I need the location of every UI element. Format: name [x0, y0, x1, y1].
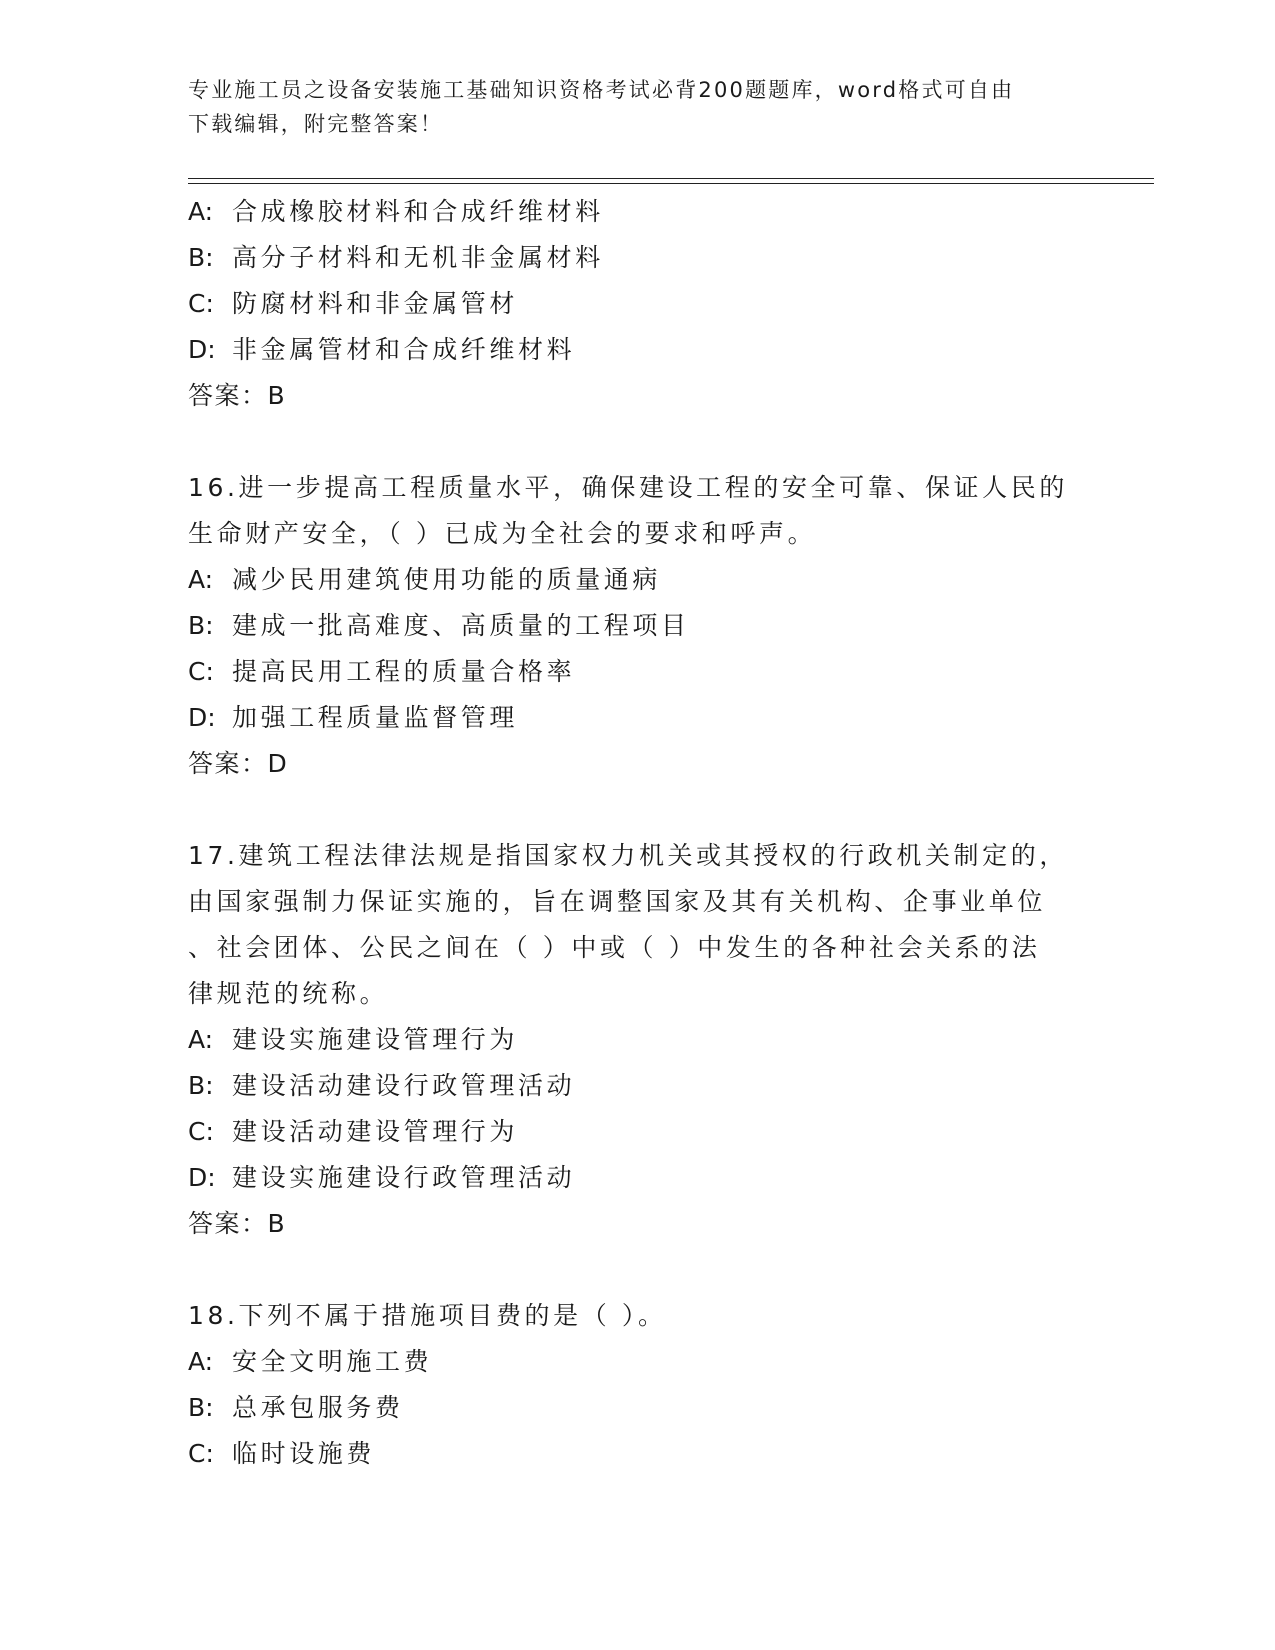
option-c	[188, 1109, 1088, 1155]
option-a	[188, 189, 1088, 235]
question-stem-line: 18.下列不属于措施项目费的是（ ）。	[188, 1301, 667, 1330]
header-title-line-1: 专业施工员之设备安装施工基础知识资格考试必背200题题库，word格式可自由	[188, 78, 1015, 102]
option-text: 总承包服务费	[232, 1393, 404, 1422]
header-title-line-2: 下载编辑，附完整答案！	[188, 112, 444, 136]
option-key: C:	[188, 289, 214, 318]
question-list	[188, 189, 1088, 1477]
option-key: A:	[188, 197, 214, 226]
option-key: D:	[188, 1163, 216, 1192]
spacer	[188, 1247, 1088, 1293]
spacer	[188, 419, 1088, 465]
option-text: 非金属管材和合成纤维材料	[232, 335, 576, 364]
question-stem-line: 、社会团体、公民之间在（ ）中或（ ）中发生的各种社会关系的法	[188, 933, 1041, 962]
option-a	[188, 1017, 1088, 1063]
question-16	[188, 465, 1088, 787]
option-a	[188, 1339, 1088, 1385]
option-key: B:	[188, 1071, 214, 1100]
option-text: 安全文明施工费	[232, 1347, 433, 1376]
option-c	[188, 281, 1088, 327]
option-key: B:	[188, 243, 214, 272]
option-b	[188, 603, 1088, 649]
option-b	[188, 1385, 1088, 1431]
option-key: B:	[188, 611, 214, 640]
option-text: 建设实施建设管理行为	[232, 1025, 519, 1054]
option-key: C:	[188, 1439, 214, 1468]
option-text: 建设活动建设行政管理活动	[232, 1071, 576, 1100]
option-key: A:	[188, 1347, 214, 1376]
option-text: 提高民用工程的质量合格率	[232, 657, 576, 686]
option-text: 加强工程质量监督管理	[232, 703, 519, 732]
question-15	[188, 189, 1088, 419]
option-text: 合成橡胶材料和合成纤维材料	[232, 197, 604, 226]
option-key: C:	[188, 1117, 214, 1146]
option-text: 高分子材料和无机非金属材料	[232, 243, 604, 272]
option-d	[188, 1155, 1088, 1201]
header-divider-top	[188, 178, 1154, 179]
header-divider-bottom	[188, 183, 1154, 184]
answer: 答案：B	[188, 1209, 287, 1238]
option-b	[188, 1063, 1088, 1109]
option-d	[188, 327, 1088, 373]
option-text: 建设活动建设管理行为	[232, 1117, 519, 1146]
question-stem-line: 律规范的统称。	[188, 979, 389, 1008]
option-c	[188, 649, 1088, 695]
option-key: B:	[188, 1393, 214, 1422]
option-d	[188, 695, 1088, 741]
option-key: A:	[188, 1025, 214, 1054]
question-stem-line: 生命财产安全，（ ）已成为全社会的要求和呼声。	[188, 519, 817, 548]
spacer	[188, 787, 1088, 833]
option-text: 建设实施建设行政管理活动	[232, 1163, 576, 1192]
answer: 答案：D	[188, 749, 289, 778]
document-header	[188, 73, 1088, 141]
option-c	[188, 1431, 1088, 1477]
question-17	[188, 833, 1088, 1247]
option-b	[188, 235, 1088, 281]
option-text: 减少民用建筑使用功能的质量通病	[232, 565, 662, 594]
option-key: A:	[188, 565, 214, 594]
option-text: 防腐材料和非金属管材	[232, 289, 519, 318]
option-text: 临时设施费	[232, 1439, 376, 1468]
question-stem-line: 16.进一步提高工程质量水平，确保建设工程的安全可靠、保证人民的	[188, 473, 1068, 502]
option-text: 建成一批高难度、高质量的工程项目	[232, 611, 690, 640]
option-a	[188, 557, 1088, 603]
option-key: D:	[188, 703, 216, 732]
option-key: C:	[188, 657, 214, 686]
question-stem-line: 17.建筑工程法律法规是指国家权力机关或其授权的行政机关制定的，	[188, 841, 1068, 870]
option-key: D:	[188, 335, 216, 364]
question-18	[188, 1293, 1088, 1477]
answer: 答案：B	[188, 381, 287, 410]
question-stem-line: 由国家强制力保证实施的，旨在调整国家及其有关机构、企事业单位	[188, 887, 1047, 916]
